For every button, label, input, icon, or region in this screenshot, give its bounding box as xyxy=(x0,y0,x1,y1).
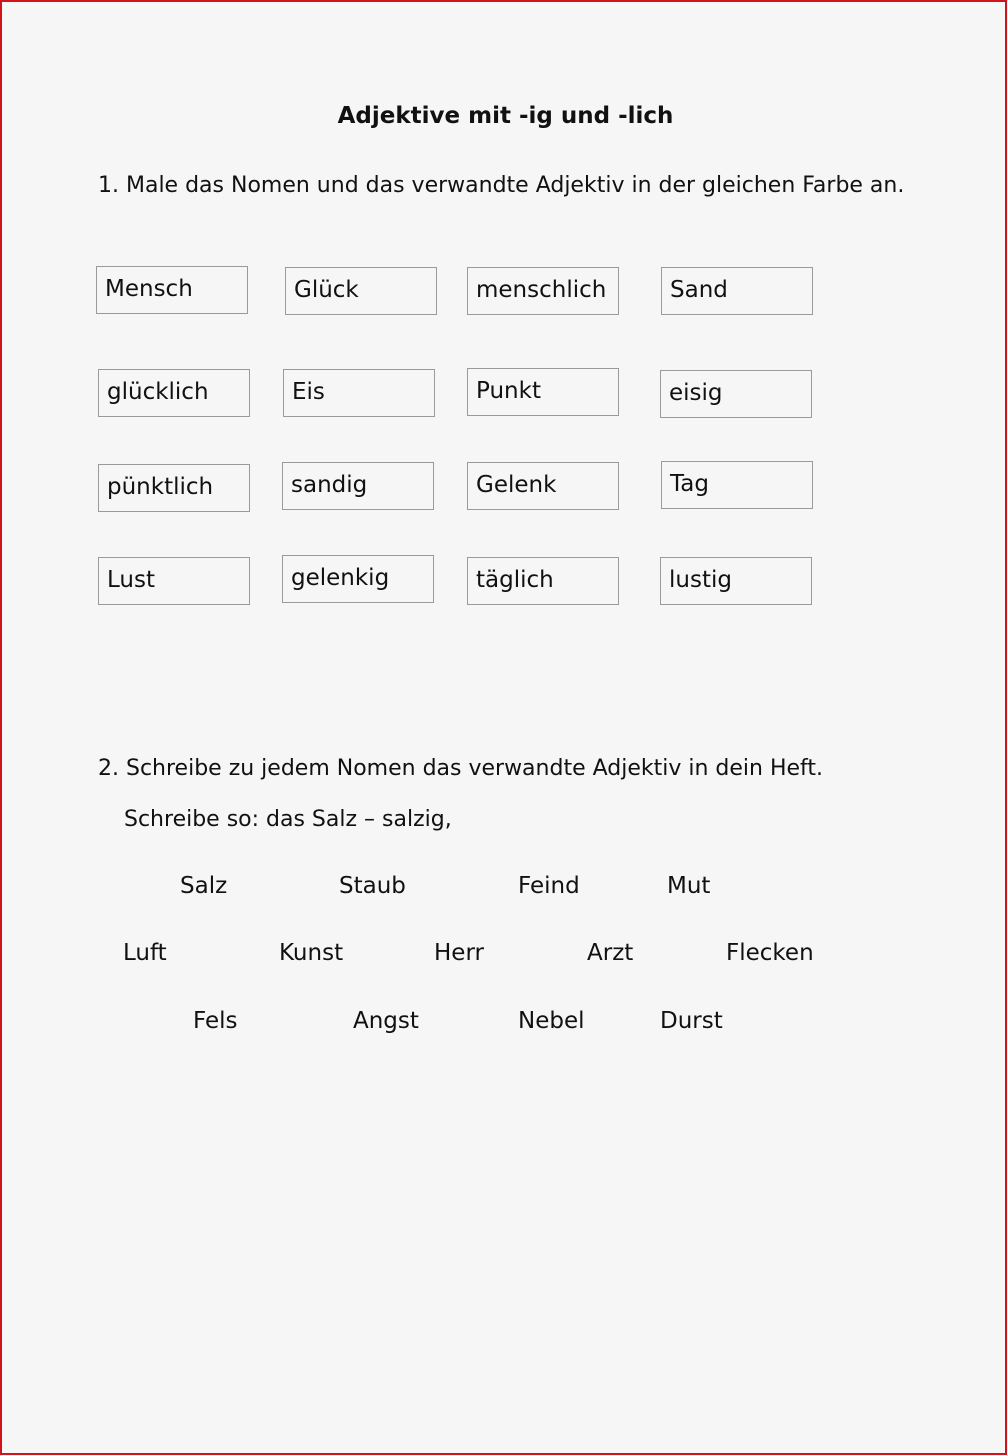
word-box: Mensch xyxy=(96,266,248,314)
word-box: Punkt xyxy=(467,368,619,416)
word-box: gelenkig xyxy=(282,555,434,603)
word-box: Tag xyxy=(661,461,813,509)
word-box: pünktlich xyxy=(98,464,250,512)
word-box: lustig xyxy=(660,557,812,605)
word-box: sandig xyxy=(282,462,434,510)
task-2-instruction: 2. Schreibe zu jedem Nomen das verwandte Adjektiv in dein Heft. xyxy=(98,756,824,781)
noun-word: Feind xyxy=(518,873,580,899)
word-box: täglich xyxy=(467,557,619,605)
noun-word: Durst xyxy=(660,1008,723,1034)
noun-word: Fels xyxy=(193,1008,238,1034)
word-box: Lust xyxy=(98,557,250,605)
task-1-instruction: 1. Male das Nomen und das verwandte Adjektiv in der gleichen Farbe an. xyxy=(98,173,905,198)
noun-word: Nebel xyxy=(518,1008,585,1034)
word-box: Gelenk xyxy=(467,462,619,510)
noun-word: Luft xyxy=(123,940,167,966)
word-box: Sand xyxy=(661,267,813,315)
noun-word: Arzt xyxy=(587,940,634,966)
word-box: eisig xyxy=(660,370,812,418)
worksheet-title: Adjektive mit -ig und -lich xyxy=(337,103,674,129)
noun-word: Mut xyxy=(667,873,711,899)
task-2-example: Schreibe so: das Salz – salzig, xyxy=(124,807,452,832)
noun-word: Flecken xyxy=(726,940,814,966)
word-box: menschlich xyxy=(467,267,619,315)
noun-word: Staub xyxy=(339,873,406,899)
word-box: glücklich xyxy=(98,369,250,417)
word-box: Eis xyxy=(283,369,435,417)
noun-word: Herr xyxy=(434,940,484,966)
word-box: Glück xyxy=(285,267,437,315)
noun-word: Angst xyxy=(353,1008,419,1034)
noun-word: Salz xyxy=(180,873,228,899)
noun-word: Kunst xyxy=(279,940,344,966)
